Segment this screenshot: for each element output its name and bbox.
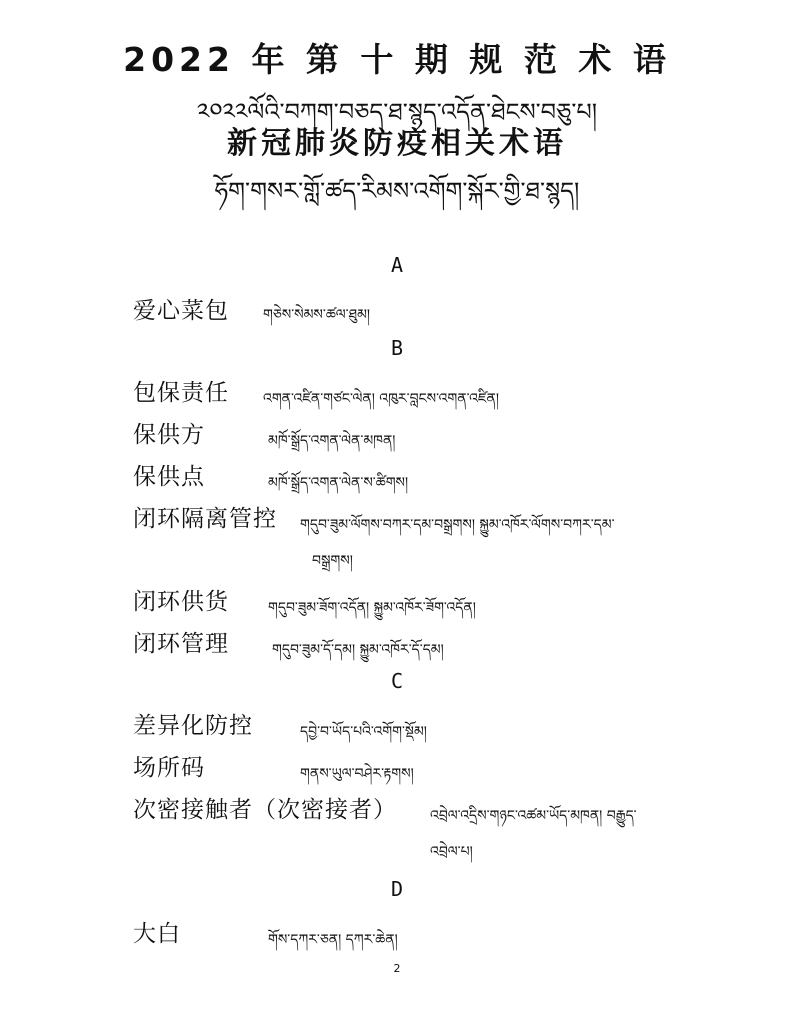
term-cn: 场所码 bbox=[133, 755, 205, 781]
term-cn: 次密接触者（次密接者） bbox=[133, 797, 397, 823]
section-letter-d: D bbox=[390, 877, 404, 901]
term-cn: 闭环隔离管控 bbox=[133, 506, 277, 532]
page-number: 2 bbox=[393, 962, 401, 975]
term-bo-continued: འབྲེལ་པ། bbox=[430, 844, 473, 860]
term-bo: གནས་ཡུལ་བཤེར་རྟགས། bbox=[300, 766, 414, 782]
term-cn: 闭环供货 bbox=[133, 589, 229, 615]
term-bo: གཅེས་སེམས་ཚལ་ཐུམ། bbox=[263, 307, 371, 323]
term-bo: གདུབ་ཟུམ་དོ་དམ། སྐྱུམ་འཁོར་དོ་དམ། bbox=[272, 642, 444, 658]
term-cn: 包保责任 bbox=[133, 380, 229, 406]
term-cn: 保供方 bbox=[133, 422, 205, 448]
term-bo: མཁོ་སྒྲོད་འགན་ལེན་མཁན། bbox=[268, 433, 396, 449]
term-cn: 爱心菜包 bbox=[133, 298, 229, 324]
term-cn: 保供点 bbox=[133, 464, 205, 490]
term-bo: གོས་དཀར་ཅན། དཀར་ཆེན། bbox=[268, 932, 398, 948]
page-subtitle: 新冠肺炎防疫相关术语 bbox=[227, 126, 567, 161]
term-bo: གདུབ་ཟུམ་ཟོག་འདོན། སྐྱུམ་འཁོར་ཟོག་འདོན། bbox=[268, 600, 476, 616]
page-title: 2022 年 第 十 期 规 范 术 语 bbox=[123, 40, 671, 79]
section-letter-c: C bbox=[390, 669, 404, 693]
term-bo-continued: བསྒྲགས། bbox=[312, 553, 353, 569]
section-letter-a: A bbox=[390, 253, 404, 277]
term-cn: 闭环管理 bbox=[133, 631, 229, 657]
section-letter-b: B bbox=[390, 336, 404, 360]
term-bo: མཁོ་སྒྲོད་འགན་ལེན་ས་ཚིགས། bbox=[268, 475, 409, 491]
term-cn: 大白 bbox=[133, 921, 181, 947]
term-bo: དབྱེ་བ་ཡོད་པའི་འགོག་སྡོམ། bbox=[300, 724, 427, 740]
term-bo: གདུབ་ཟུམ་ལོགས་བཀར་དམ་བསྒྲགས། སྐྱུམ་འཁོར་ལོགས་བཀར་དམ་ bbox=[300, 517, 615, 533]
page-subtitle-tibetan: ཧོག་གསར་གློ་ཚད་རིམས་འགོག་སྐོར་གྱི་ཐ་སྙད། bbox=[214, 177, 580, 205]
term-cn: 差异化防控 bbox=[133, 713, 253, 739]
term-bo: འབྲེལ་འདྲིས་གཉང་འཚམ་ཡོད་མཁན། བརྒྱུད་ bbox=[430, 808, 637, 824]
page-title-tibetan: ༢༠༢༢ལོའི་བཀག་བཅད་ཐ་སྙད་འདོན་ཐེངས་བཅུ་པ། bbox=[196, 98, 598, 126]
term-bo: འགན་འཛིན་གཙང་ལེན། འཁུར་བླངས་འགན་འཛིན། bbox=[263, 391, 499, 407]
